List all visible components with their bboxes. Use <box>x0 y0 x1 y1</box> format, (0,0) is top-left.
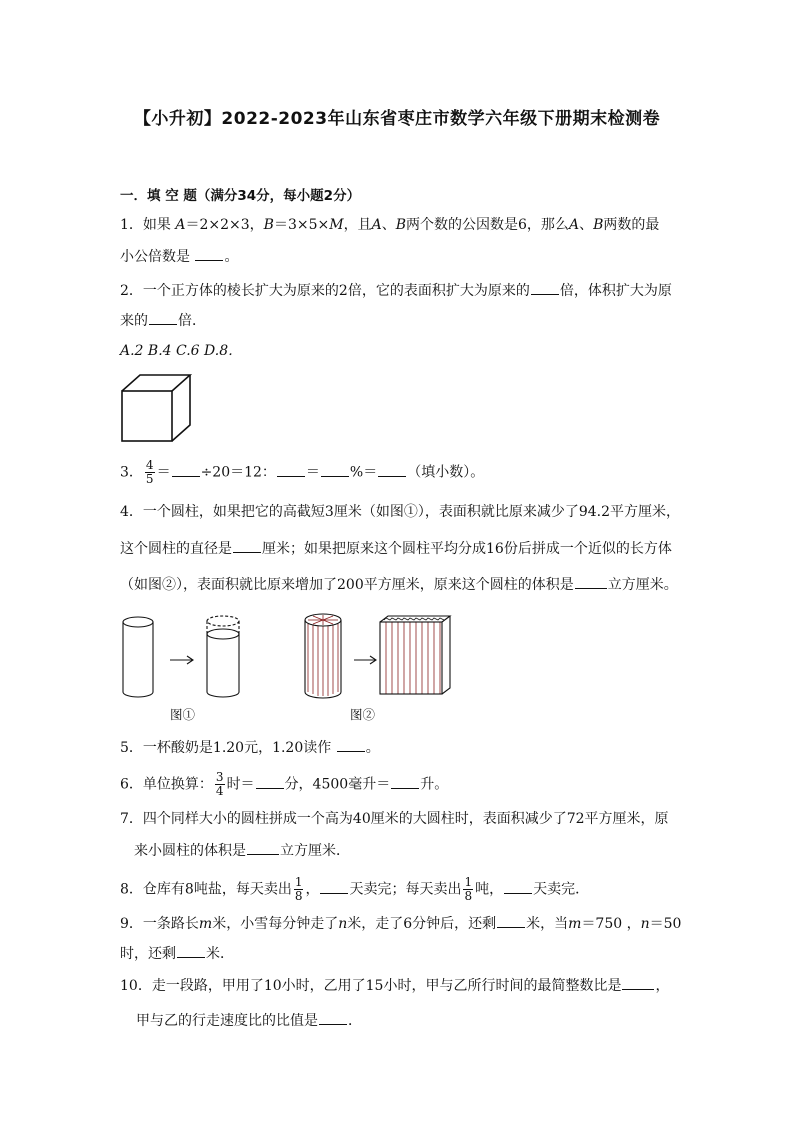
question-4-line-3: （如图②），表面积就比原来增加了200平方厘米，原来这个圆柱的体积是 立方厘米。 <box>120 574 678 595</box>
fraction: $\frac{3}{4}$ <box>215 770 224 798</box>
question-7-line-2: 来小圆柱的体积是 立方厘米． <box>134 840 350 861</box>
answer-blank[interactable] <box>277 462 305 477</box>
answer-blank[interactable] <box>497 913 525 928</box>
question-3: 3． $\frac{4}{5}$ ＝ ÷20＝12： ＝ %＝ （填小数）。 <box>120 458 485 486</box>
question-4-line-1: 4．一个圆柱，如果把它的高截短3厘米（如图①），表面积就比原来减少了94.2平方厘米， <box>120 504 680 520</box>
figure-2-cylinder-to-cuboid-diagram <box>300 612 460 698</box>
figure-2-caption: 图② <box>350 707 376 722</box>
question-6: 6．单位换算： $\frac{3}{4}$ 时＝ 分，4500毫升＝ 升。 <box>120 770 449 798</box>
fraction: $\frac{1}{8}$ <box>294 875 303 903</box>
figure-1-caption: 图① <box>170 707 196 722</box>
section-heading: 一．填 空 题（满分34分，每小题2分） <box>120 188 361 204</box>
answer-blank[interactable] <box>247 840 279 855</box>
question-1-line-1: 1．如果 A＝2×2×3，B＝3×5×M，且A、B两个数的公因数是6，那么A、B两数的最 <box>120 217 660 233</box>
page-title: 【小升初】2022-2023年山东省枣庄市数学六年级下册期末检测卷 <box>133 109 661 129</box>
question-9-line-1: 9．一条路长m米，小雪每分钟走了n米，走了6分钟后，还剩 米，当m＝750 ，n＝50 <box>120 913 681 934</box>
answer-blank[interactable] <box>195 246 223 261</box>
answer-blank[interactable] <box>504 879 532 894</box>
answer-blank[interactable] <box>378 462 406 477</box>
answer-blank[interactable] <box>256 774 284 789</box>
question-5: 5．一杯酸奶是1.20元，1.20读作 。 <box>120 737 380 758</box>
answer-blank[interactable] <box>531 280 559 295</box>
question-10-line-1: 10．走一段路，甲用了10小时，乙用了15小时，甲与乙所行时间的最简整数比是 ， <box>120 975 669 996</box>
question-2-line-2: 来的 倍． <box>120 310 206 331</box>
question-8: 8．仓库有8吨盐，每天卖出 $\frac{1}{8}$ ， 天卖完；每天卖出 $\frac{1}{8}$ 吨， 天卖完． <box>120 875 590 903</box>
figure-1-cylinder-diagram <box>120 612 260 698</box>
cube-figure <box>120 373 194 443</box>
question-1-line-2: 小公倍数是 。 <box>120 246 238 267</box>
question-7-line-1: 7．四个同样大小的圆柱拼成一个高为40厘米的大圆柱时，表面积减少了72平方厘米，原 <box>120 811 669 827</box>
answer-blank[interactable] <box>391 774 419 789</box>
answer-blank[interactable] <box>149 310 177 325</box>
fraction: $\frac{4}{5}$ <box>145 458 154 486</box>
answer-blank[interactable] <box>575 574 607 589</box>
answer-blank[interactable] <box>319 1010 347 1025</box>
question-4-line-2: 这个圆柱的直径是 厘米；如果把原来这个圆柱平均分成16份后拼成一个近似的长方体 <box>120 538 672 559</box>
question-9-line-2: 时，还剩 米． <box>120 943 234 964</box>
answer-blank[interactable] <box>321 462 349 477</box>
question-10-line-2: 甲与乙的行走速度比的比值是 ． <box>136 1010 362 1031</box>
answer-blank[interactable] <box>622 975 654 990</box>
question-2-line-1: 2．一个正方体的棱长扩大为原来的2倍，它的表面积扩大为原来的 倍，体积扩大为原 <box>120 280 672 301</box>
fraction: $\frac{1}{8}$ <box>464 875 473 903</box>
answer-blank[interactable] <box>233 538 261 553</box>
question-2-options: A.2 B.4 C.6 D.8． <box>120 343 243 359</box>
answer-blank[interactable] <box>172 462 200 477</box>
answer-blank[interactable] <box>177 943 205 958</box>
answer-blank[interactable] <box>337 737 365 752</box>
answer-blank[interactable] <box>320 879 348 894</box>
